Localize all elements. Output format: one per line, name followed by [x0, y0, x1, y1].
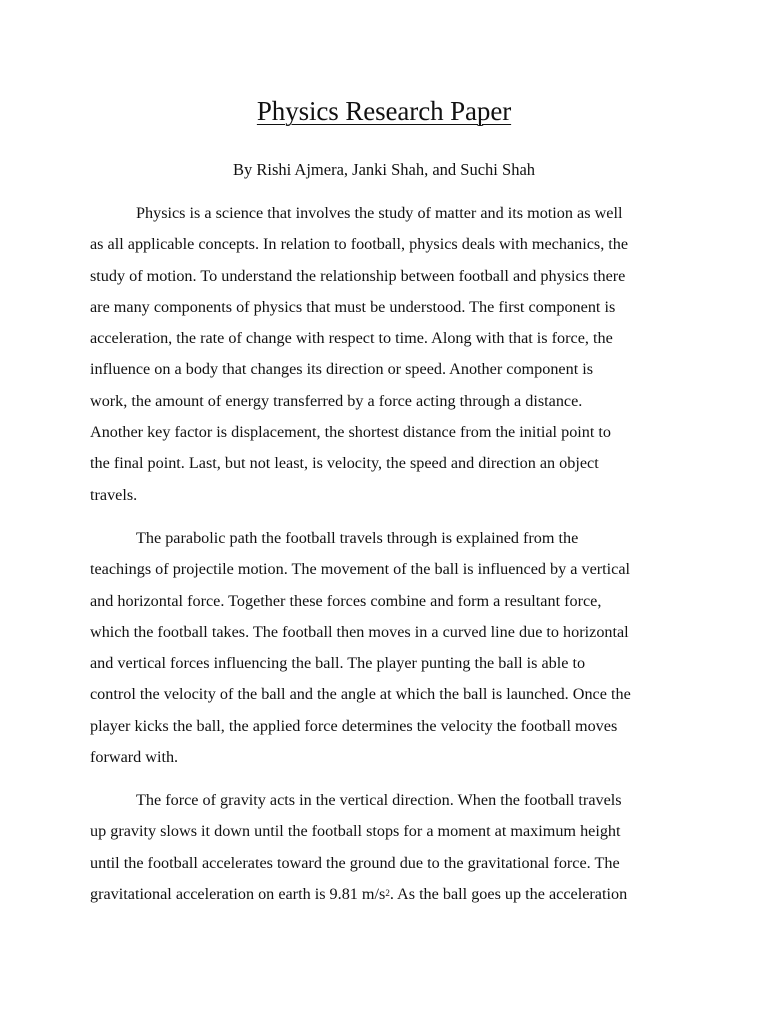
paragraph-line: travels. [90, 485, 138, 504]
paragraph-line: study of motion. To understand the relationship between football and physics there [90, 266, 626, 285]
paragraph-line: the final point. Last, but not least, is velocity, the speed and direction an object [90, 454, 599, 473]
paragraph-line: until the football accelerates toward the ground due to the gravitational force. The [90, 853, 620, 872]
paragraph-line: as all applicable concepts. In relation to football, physics deals with mechanics, the [90, 235, 629, 254]
paragraph-line-text: . As the ball goes up the acceleration [389, 884, 628, 903]
paragraph-3 [90, 785, 680, 910]
paragraph-line: Another key factor is displacement, the shortest distance from the initial point to [90, 423, 612, 442]
paragraph-line: player kicks the ball, the applied force determines the velocity the football moves [90, 716, 618, 735]
paragraph-line: up gravity slows it down until the football stops for a moment at maximum height [90, 822, 621, 841]
paragraph-line: and vertical forces influencing the ball. The player punting the ball is able to [90, 654, 586, 673]
paragraph-1 [90, 198, 680, 511]
paragraph-line: influence on a body that changes its direction or speed. Another component is [90, 360, 594, 379]
paragraph-line: are many components of physics that must be understood. The first component is [90, 297, 616, 316]
paragraph-line: forward with. [90, 748, 179, 767]
paragraph-line-text: gravitational acceleration on earth is 9.81 m/s [90, 884, 386, 903]
paragraph-line: work, the amount of energy transferred by a force acting through a distance. [90, 391, 583, 410]
paragraph-line: Physics is a science that involves the study of matter and its motion as well [136, 204, 623, 222]
paragraph-line: The parabolic path the football travels through is explained from the [136, 529, 579, 547]
paragraph-line: The force of gravity acts in the vertical direction. When the football travels [136, 791, 622, 809]
paragraph-line: acceleration, the rate of change with respect to time. Along with that is force, the [90, 329, 613, 348]
author-byline: By Rishi Ajmera, Janki Shah, and Suchi Shah [232, 160, 536, 179]
superscript: 2 [385, 887, 390, 898]
paragraph-line: and horizontal force. Together these forces combine and form a resultant force, [90, 591, 602, 610]
paragraph-line [90, 879, 680, 910]
paragraph-2 [90, 523, 680, 773]
page-title: Physics Research Paper [256, 96, 512, 126]
paragraph-line: control the velocity of the ball and the angle at which the ball is launched. Once the [90, 685, 631, 704]
paragraph-line: which the football takes. The football then moves in a curved line due to horizontal [90, 622, 629, 641]
paragraph-line: teachings of projectile motion. The movement of the ball is influenced by a vertical [90, 560, 631, 579]
